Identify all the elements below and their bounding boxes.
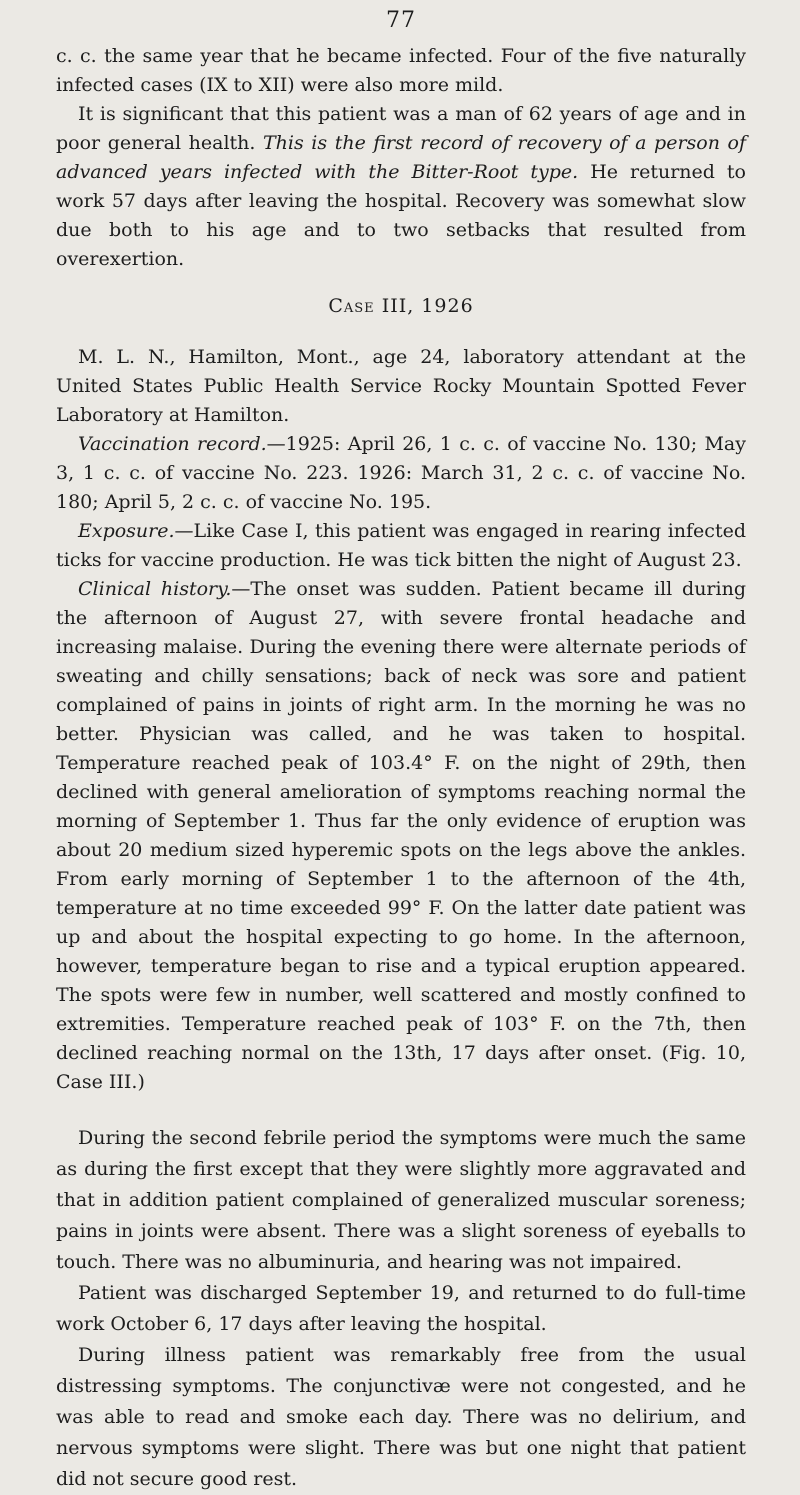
section-gap	[56, 1097, 746, 1123]
clinical-history-paragraph	[56, 575, 746, 1097]
intro-paragraph-2-end: He returned to work 57 days after leaving the hospital. Recovery was somewhat slow due both to his age and to two setbacks that resulted from overexertion.	[56, 161, 746, 270]
exposure-paragraph	[56, 517, 746, 575]
clinical-history-text: —The onset was sudden. Patient became ill during the afternoon of August 27, with severe frontal headache and increasing malaise. During the evening there were alternate periods of sweating and chilly sensations; back of neck was sore and patient complained of pains in joints of right arm. In the morning he was no better. Physician was called, and he was taken to hospital. Temperature reached peak of 103.4° F. on the night of 29th, then declined with general amelioration of symptoms reaching normal the morning of September 1. Thus far the only evidence of eruption was about 20 medium sized hyperemic spots on the legs above the ankles. From early morning of September 1 to the afternoon of the 4th, temperature at no time exceeded 99° F. On the latter date patient was up and about the hospital expecting to go home. In the afternoon, however, temperature began to rise and a typical eruption appeared. The spots were few in number, well scattered and mostly confined to extremities. Temperature reached peak of 103° F. on the 7th, then declined reaching normal on the 13th, 17 days after onset. (Fig. 10, Case III.)	[56, 578, 746, 1093]
intro-paragraph-1: c. c. the same year that he became infected. Four of the five naturally infected cases (IX to XII) were also more mild.	[56, 45, 746, 96]
discharge-paragraph: Patient was discharged September 19, and returned to do full-time work October 6, 17 days after leaving the hospital.	[56, 1282, 746, 1335]
intro-section	[56, 42, 746, 274]
case-heading: Case III, 1926	[328, 295, 474, 317]
intro-paragraph-2-emphasis: This is the first record of recovery of a person of advanced years infected with the Bitter-Root type.	[56, 132, 746, 183]
illness-summary-paragraph: During illness patient was remarkably free from the usual distressing symptoms. The conjunctivæ were not congested, and he was able to read and smoke each day. There was no delirium, and nervous symptoms were slight. There was but one night that patient did not secure good rest.	[56, 1344, 746, 1490]
case-section	[56, 343, 746, 1097]
second-period-paragraph: During the second febrile period the symptoms were much the same as during the first except that they were slightly more aggravated and that in addition patient complained of generalized muscular soreness; pains in joints were absent. There was a slight soreness of eyeballs to touch. There was no albuminuria, and hearing was not impaired.	[56, 1127, 746, 1273]
intro-paragraph-2-start: It is significant that this patient was a man of 62 years of age and in poor general health.	[56, 103, 746, 154]
vaccination-label: Vaccination record.	[78, 433, 267, 455]
intro-paragraph-2	[56, 100, 746, 274]
second-febrile-section	[56, 1123, 746, 1495]
exposure-text: —Like Case I, this patient was engaged in rearing infected ticks for vaccine production. He was tick bitten the night of August 23.	[56, 520, 746, 571]
case-intro: M. L. N., Hamilton, Mont., age 24, laboratory attendant at the United States Public Health Service Rocky Mountain Spotted Fever Laboratory at Hamilton.	[56, 346, 746, 426]
clinical-history-label: Clinical history.	[78, 578, 232, 600]
vaccination-text: —1925: April 26, 1 c. c. of vaccine No. 130; May 3, 1 c. c. of vaccine No. 223. 1926: March 31, 2 c. c. of vaccine No. 180; April 5, 2 c. c. of vaccine No. 195.	[56, 433, 746, 513]
exposure-label: Exposure.	[78, 520, 175, 542]
vaccination-paragraph	[56, 430, 746, 517]
page-number: 77	[386, 8, 416, 33]
